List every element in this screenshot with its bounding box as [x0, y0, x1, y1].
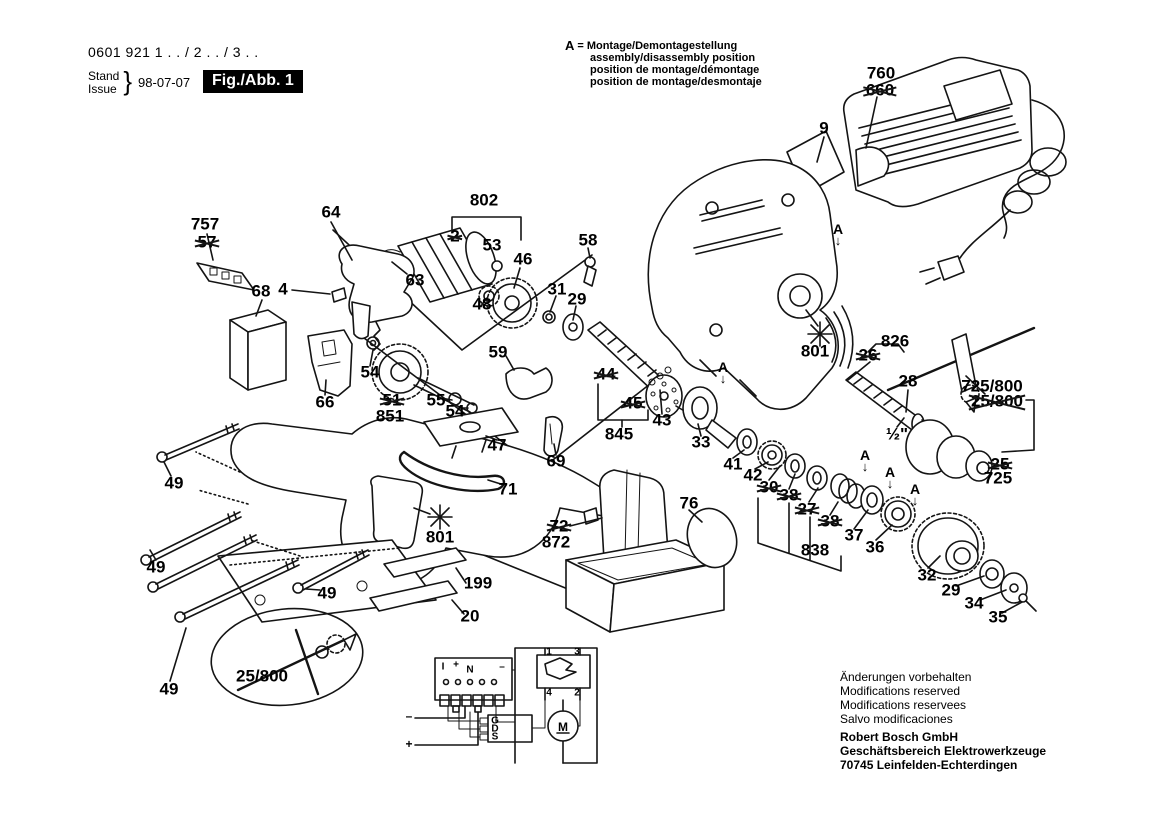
part-label-20: 20 [460, 606, 480, 626]
part-label-725800: 725/800 [961, 376, 1023, 396]
part-label-48: 48 [472, 294, 492, 314]
switch-pin-3: 3 [574, 646, 580, 658]
part-label-: ½" [885, 424, 909, 444]
assembly-position-marker: A ↓ [884, 464, 896, 491]
motor-label: M [558, 720, 568, 734]
assembly-position-marker: A ↓ [859, 447, 871, 474]
part-label-76: 76 [679, 493, 699, 513]
assembly-position-marker: A ↓ [832, 221, 844, 248]
part-label-2: 2 [450, 226, 460, 246]
part-label-25800: 25/800 [236, 666, 288, 686]
part-label-801: 801 [425, 527, 455, 547]
part-label-25: 25 [990, 454, 1010, 474]
part-label-38: 38 [779, 485, 799, 505]
part-label-801: 801 [800, 341, 830, 361]
part-label-845: 845 [604, 424, 634, 444]
part-label-838: 838 [800, 540, 830, 560]
part-label-66: 66 [315, 392, 335, 412]
switch-pin-2: 2 [574, 687, 580, 699]
legend-line-de: Montage/Demontagestellung [586, 40, 738, 52]
notice-line: Änderungen vorbehalten [840, 670, 972, 684]
part-label-36: 36 [865, 537, 885, 557]
legend-a-key: A [565, 38, 575, 53]
company-name: Robert Bosch GmbH [840, 730, 959, 744]
terminal-label-i: I [441, 661, 445, 673]
part-label-826: 826 [880, 331, 910, 351]
part-label-53: 53 [482, 235, 502, 255]
part-label-49: 49 [317, 583, 337, 603]
switch-plate [308, 330, 352, 396]
part-label-660: 660 [865, 80, 895, 100]
part-label-69: 69 [546, 451, 566, 471]
footer-notice [840, 670, 1046, 772]
part-label-33: 33 [691, 432, 711, 452]
brush-block [230, 310, 286, 390]
part-label-46: 46 [513, 249, 533, 269]
part-label-872: 872 [541, 532, 571, 552]
part-label-54: 54 [360, 362, 380, 382]
type-number: 0601 921 1 . . / 2 . . / 3 . . [88, 44, 259, 60]
figure-label: Fig./Abb. 1 [203, 70, 303, 93]
part-label-725: 725 [983, 468, 1013, 488]
terminal-label-minus: – [499, 661, 505, 673]
part-label-49: 49 [146, 557, 166, 577]
part-label-28: 28 [898, 371, 918, 391]
part-label-29: 29 [567, 289, 587, 309]
part-label-41: 41 [723, 454, 743, 474]
notice-line: Modifications reserved [840, 684, 961, 698]
part-label-57: 57 [197, 232, 217, 252]
fet-pin-d: D [491, 723, 499, 735]
part-label-59: 59 [488, 342, 508, 362]
assembly-position-marker: A ↓ [717, 359, 729, 386]
part-label-760: 760 [866, 63, 896, 83]
part-label-42: 42 [743, 465, 763, 485]
issue-date: 98-07-07 [138, 75, 191, 90]
part-label-58: 58 [578, 230, 598, 250]
part-label-32: 32 [917, 565, 937, 585]
legend-eq: = [577, 40, 584, 52]
part-label-38: 38 [820, 511, 840, 531]
part-label-199: 199 [463, 573, 493, 593]
part-label-72: 72 [549, 516, 569, 536]
part-label-31: 31 [547, 279, 567, 299]
part-label-9: 9 [819, 118, 829, 138]
minus-lead-label: – [405, 709, 413, 723]
part-label-25800: 25/800 [971, 391, 1023, 411]
part-label-37: 37 [844, 525, 864, 545]
part-label-35: 35 [988, 607, 1008, 627]
part-label-44: 44 [596, 364, 616, 384]
part-label-29: 29 [941, 580, 961, 600]
legend-line-fr: position de montage/démontage [590, 64, 760, 76]
stand-label: Stand [88, 68, 120, 83]
notice-line: Salvo modificaciones [840, 712, 953, 726]
part-label-47: 47 [487, 435, 507, 455]
part-label-4: 4 [278, 279, 288, 299]
part-label-43: 43 [652, 410, 672, 430]
part-label-55: 55 [426, 390, 446, 410]
part-label-51: 51 [382, 390, 402, 410]
housing-right-half [648, 160, 852, 409]
part-label-30: 30 [759, 477, 779, 497]
part-label-34: 34 [964, 593, 984, 613]
assembly-legend [565, 40, 762, 88]
plus-lead-label: + [405, 737, 413, 751]
issue-brace: } [123, 66, 133, 96]
part-label-851: 851 [375, 406, 405, 426]
company-address: 70745 Leinfelden-Echterdingen [840, 758, 1018, 772]
part-label-68: 68 [251, 281, 271, 301]
part-label-27: 27 [797, 499, 817, 519]
part-label-54: 54 [445, 401, 465, 421]
switch-pin-4: 4 [546, 687, 552, 699]
part-label-64: 64 [321, 202, 341, 222]
terminal-label-plus: + [453, 659, 459, 671]
issue-block [88, 68, 190, 97]
terminal-label-n: N [466, 664, 474, 676]
legend-line-es: position de montage/desmontaje [590, 76, 762, 88]
switch-pin-1: 1 [546, 646, 552, 658]
part-label-71: 71 [498, 479, 518, 499]
fet-pin-g: G [491, 715, 499, 727]
part-label-49: 49 [159, 679, 179, 699]
company-division: Geschäftsbereich Elektrowerkzeuge [840, 744, 1047, 758]
part-label-45: 45 [623, 393, 643, 413]
part-label-63: 63 [405, 270, 425, 290]
part-label-757: 757 [190, 214, 220, 234]
fet-pin-s: S [491, 731, 499, 743]
issue-label: Issue [88, 81, 117, 96]
notice-line: Modifications reservees [840, 698, 967, 712]
legend-line-en: assembly/disassembly position [590, 52, 756, 64]
part-label-26: 26 [858, 345, 878, 365]
assembly-position-marker: A ↓ [909, 481, 921, 508]
brush-plate [197, 263, 254, 290]
part-label-802: 802 [469, 190, 499, 210]
part-label-49: 49 [164, 473, 184, 493]
